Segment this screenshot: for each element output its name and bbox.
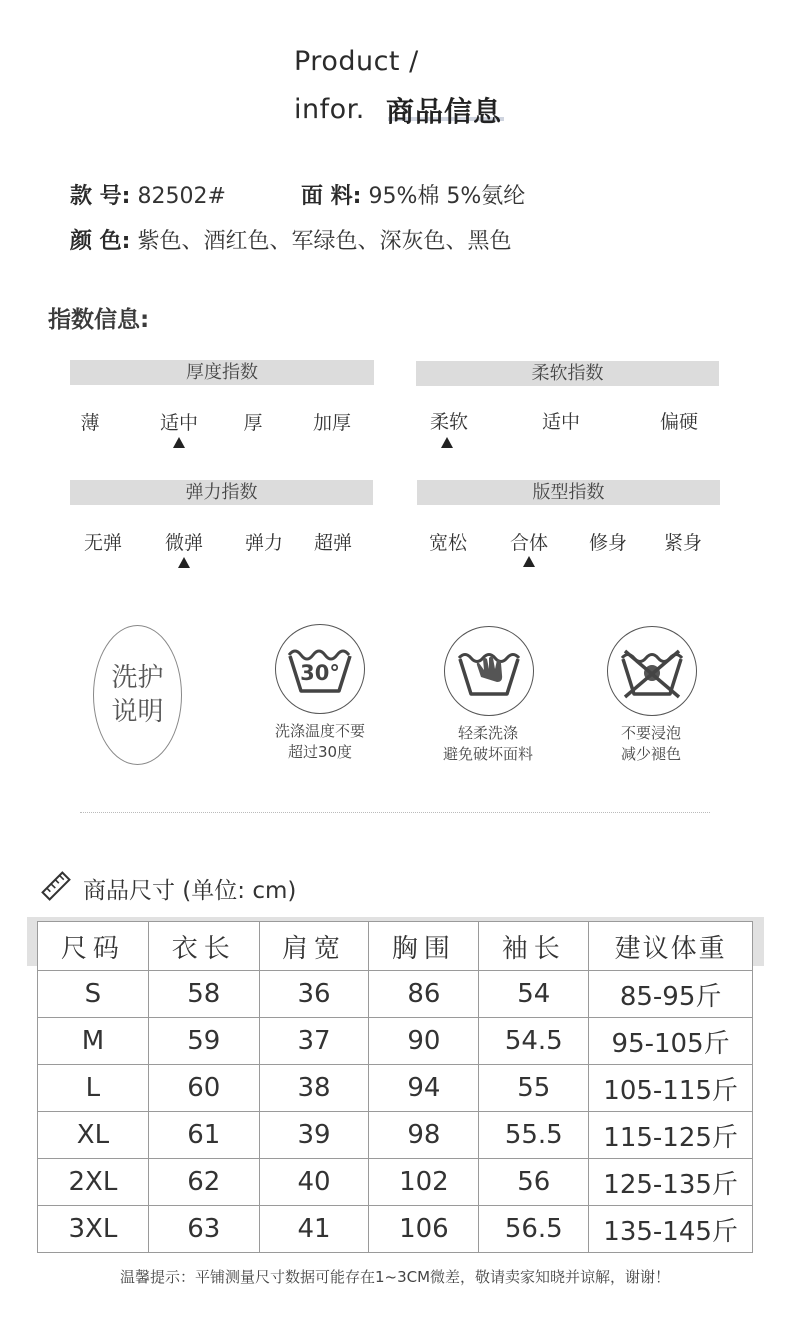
- fit-option: 合体: [509, 532, 548, 554]
- elasticity-option: 超弹: [313, 532, 352, 554]
- thickness-selected-marker: [173, 437, 185, 448]
- fit-option: 紧身: [663, 532, 702, 554]
- care-item-2-line1: 轻柔洗涤: [457, 724, 518, 742]
- table-cell: 38: [259, 1065, 369, 1112]
- table-cell: L: [38, 1065, 149, 1112]
- table-cell: 61: [148, 1112, 259, 1159]
- softness-option: 柔软: [429, 411, 468, 433]
- table-cell: 105-115斤: [589, 1065, 753, 1112]
- color-label: 颜 色:: [70, 229, 131, 254]
- softness-option: 适中: [541, 411, 580, 433]
- size-table-header-row: [38, 922, 753, 971]
- wash-30-icon: [275, 624, 365, 714]
- table-row: [38, 971, 753, 1018]
- style-number-label: 款 号:: [70, 184, 131, 209]
- table-cell: M: [38, 1018, 149, 1065]
- care-item-2-text: [423, 723, 553, 765]
- table-cell: 90: [369, 1018, 479, 1065]
- style-number-row: [70, 179, 226, 210]
- elasticity-index-title: 弹力指数: [70, 480, 373, 505]
- table-cell: 59: [148, 1018, 259, 1065]
- size-table: [37, 921, 753, 1253]
- table-cell: 63: [148, 1206, 259, 1253]
- style-number-value: 82502#: [137, 184, 226, 209]
- table-cell: XL: [38, 1112, 149, 1159]
- column-header: 建议体重: [589, 922, 753, 971]
- care-item-2-line2: 避免破坏面料: [442, 745, 533, 763]
- softness-index-title: 柔软指数: [416, 361, 719, 386]
- column-header: 衣长: [148, 922, 259, 971]
- table-cell: 54: [479, 971, 589, 1018]
- fabric-row: [301, 179, 525, 210]
- ruler-icon: [40, 870, 72, 906]
- elasticity-option: 无弹: [83, 532, 122, 554]
- table-cell: 54.5: [479, 1018, 589, 1065]
- table-row: [38, 1206, 753, 1253]
- size-section-title: 商品尺寸 (单位: cm): [83, 878, 297, 904]
- care-label-oval: [93, 625, 182, 765]
- column-header: 袖长: [479, 922, 589, 971]
- table-row: [38, 1065, 753, 1112]
- table-row: [38, 1112, 753, 1159]
- table-cell: 56: [479, 1159, 589, 1206]
- page-title: 商品信息: [386, 95, 503, 128]
- table-cell: 55.5: [479, 1112, 589, 1159]
- table-cell: 95-105斤: [589, 1018, 753, 1065]
- table-cell: 135-145斤: [589, 1206, 753, 1253]
- title-en-line1: Product /: [294, 46, 419, 77]
- footnote: 温馨提示：平铺测量尺寸数据可能存在1~3CM微差，敬请卖家知晓并谅解，谢谢！: [119, 1268, 671, 1286]
- table-cell: S: [38, 971, 149, 1018]
- fit-option: 修身: [588, 532, 627, 554]
- table-cell: 56.5: [479, 1206, 589, 1253]
- column-header: 胸围: [369, 922, 479, 971]
- table-cell: 60: [148, 1065, 259, 1112]
- index-section-title: 指数信息:: [48, 307, 150, 333]
- table-cell: 85-95斤: [589, 971, 753, 1018]
- care-item-1-line2: 超过30度: [287, 743, 353, 761]
- table-cell: 94: [369, 1065, 479, 1112]
- thickness-option: 薄: [80, 412, 100, 434]
- column-header: 尺码: [38, 922, 149, 971]
- wash-temperature-badge: 30°: [300, 661, 340, 685]
- table-cell: 86: [369, 971, 479, 1018]
- table-cell: 39: [259, 1112, 369, 1159]
- table-cell: 58: [148, 971, 259, 1018]
- title-en-line2: infor.: [294, 94, 365, 125]
- table-cell: 3XL: [38, 1206, 149, 1253]
- hand-wash-icon: [444, 626, 534, 716]
- thickness-option: 加厚: [312, 412, 351, 434]
- elasticity-selected-marker: [178, 557, 190, 568]
- table-cell: 115-125斤: [589, 1112, 753, 1159]
- fit-index-title: 版型指数: [417, 480, 720, 505]
- color-value: 紫色、酒红色、军绿色、深灰色、黑色: [137, 229, 512, 254]
- table-cell: 37: [259, 1018, 369, 1065]
- care-item-1-text: [255, 721, 385, 763]
- table-cell: 106: [369, 1206, 479, 1253]
- table-cell: 125-135斤: [589, 1159, 753, 1206]
- table-row: [38, 1159, 753, 1206]
- table-cell: 102: [369, 1159, 479, 1206]
- section-divider: [80, 812, 710, 813]
- thickness-index-title: 厚度指数: [70, 360, 374, 385]
- color-row: [70, 224, 511, 255]
- column-header: 肩宽: [259, 922, 369, 971]
- table-cell: 41: [259, 1206, 369, 1253]
- table-cell: 36: [259, 971, 369, 1018]
- care-item-1-line1: 洗涤温度不要: [274, 722, 365, 740]
- softness-option: 偏硬: [659, 411, 698, 433]
- elasticity-option: 弹力: [244, 532, 283, 554]
- fit-option: 宽松: [428, 532, 467, 554]
- table-cell: 2XL: [38, 1159, 149, 1206]
- fit-selected-marker: [523, 556, 535, 567]
- care-item-3-text: [587, 723, 715, 765]
- fabric-label: 面 料:: [301, 184, 362, 209]
- table-cell: 62: [148, 1159, 259, 1206]
- care-item-3-line1: 不要浸泡: [620, 724, 681, 742]
- do-not-soak-icon: [607, 626, 697, 716]
- softness-selected-marker: [441, 437, 453, 448]
- care-item-3-line2: 减少褪色: [620, 745, 681, 763]
- thickness-option: 适中: [159, 412, 198, 434]
- table-cell: 55: [479, 1065, 589, 1112]
- care-label-line1: 洗护: [111, 663, 164, 693]
- care-label-line2: 说明: [111, 697, 164, 727]
- table-cell: 40: [259, 1159, 369, 1206]
- table-cell: 98: [369, 1112, 479, 1159]
- table-row: [38, 1018, 753, 1065]
- thickness-option: 厚: [243, 412, 263, 434]
- elasticity-option: 微弹: [164, 532, 203, 554]
- fabric-value: 95%棉 5%氨纶: [368, 184, 526, 209]
